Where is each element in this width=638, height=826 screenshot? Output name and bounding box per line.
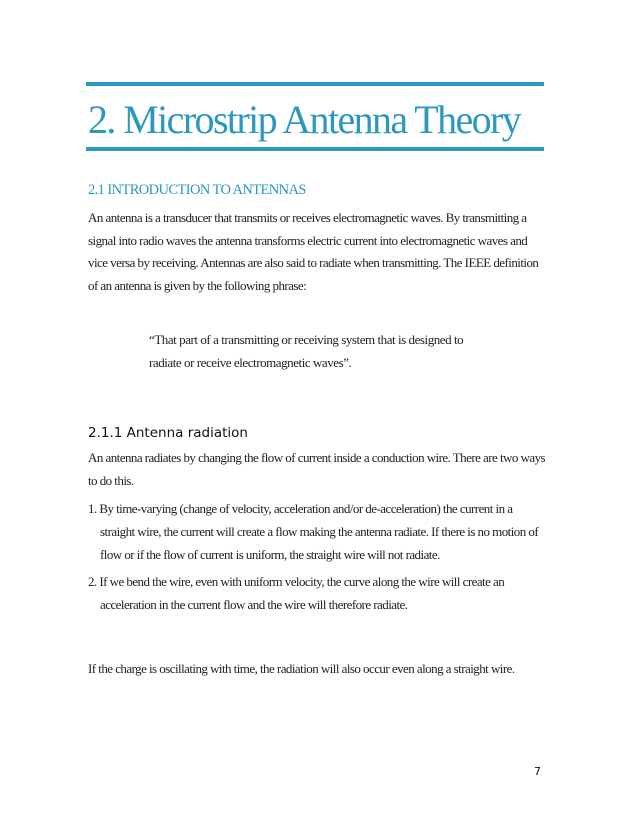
- quote-line: radiate or receive electromagnetic waves”.: [149, 354, 352, 370]
- closing-paragraph: If the charge is oscillating with time, the radiation will also occur even along a straight wire.: [88, 661, 515, 676]
- quote-line: “That part of a transmitting or receiving system that is designed to: [149, 332, 464, 347]
- list-item: 2. If we bend the wire, even with uniform velocity, the curve along the wire will create an acceleration in the current flow and the wire will therefore radiate.: [88, 574, 505, 612]
- section-heading: 2.1 INTRODUCTION TO ANTENNAS: [88, 182, 306, 198]
- title-bottom-rule: [86, 147, 544, 151]
- chapter-title: 2. Microstrip Antenna Theory: [88, 97, 521, 142]
- title-top-rule: [86, 82, 544, 86]
- radiation-intro-paragraph: An antenna radiates by changing the flow of current inside a conduction wire. There are two ways to do this.: [88, 450, 546, 488]
- subsection-heading: 2.1.1 Antenna radiation: [88, 425, 248, 441]
- ieee-definition-quote: [149, 329, 529, 374]
- list-item: 1. By time-varying (change of velocity, acceleration and/or de-acceleration) the current in a straight wire, the current will create a flow making the antenna radiate. If there is no motion of flow or if the flow of current is uniform, the straight wire will not radiate.: [88, 501, 539, 562]
- page-number: 7: [534, 765, 541, 778]
- intro-paragraph: An antenna is a transducer that transmits or receives electromagnetic waves. By transmitting a signal into radio waves the antenna transforms electric current into electromagnetic waves and vice versa by receiving. Antennas are also said to radiate when transmitting. The IEEE definition of an antenna is given by the following phrase:: [88, 210, 539, 293]
